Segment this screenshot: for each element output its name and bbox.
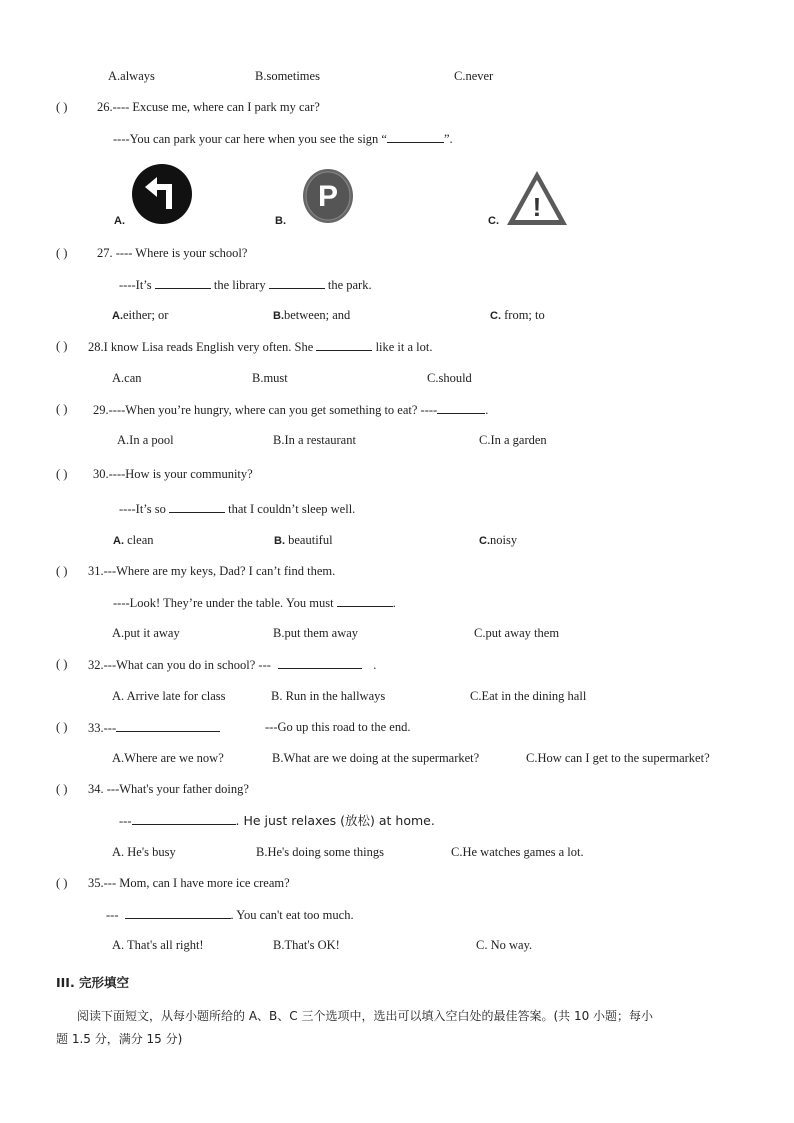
- q31-stem: 31.---Where are my keys, Dad? I can’t find them.: [88, 564, 336, 578]
- q31-blank: [337, 594, 393, 607]
- q34-stem: 34. ---What's your father doing?: [88, 782, 249, 796]
- q35-option-a: A. That's all right!: [112, 938, 204, 952]
- q30-stem: 30.----How is your community?: [93, 467, 253, 481]
- q29-option-b: B.In a restaurant: [273, 433, 356, 447]
- q29-stem-text: 29.----When you’re hungry, where can you get something to eat? ----: [93, 403, 438, 417]
- q27-option-a-text: either; or: [123, 308, 169, 322]
- q27-blank-1: [155, 276, 211, 289]
- q35-answer-paren: ( ): [56, 876, 68, 890]
- q26-label-b: B.: [275, 215, 286, 227]
- q32-option-a: A. Arrive late for class: [112, 689, 226, 703]
- q34-reply-end: . He just relaxes (放松) at home.: [235, 813, 435, 828]
- q32-stem-end: .: [373, 658, 377, 672]
- q30-option-b-text: beautiful: [288, 533, 333, 547]
- q29-stem-end: .: [485, 403, 489, 417]
- q28-stem-start: 28.I know Lisa reads English very often. She: [88, 340, 314, 354]
- q35-reply-start: ---: [106, 908, 119, 922]
- q33-option-b: B.What are we doing at the supermarket?: [272, 751, 480, 765]
- q35-stem: 35.--- Mom, can I have more ice cream?: [88, 876, 290, 890]
- q34-reply: [119, 812, 435, 829]
- q28-blank: [316, 338, 372, 351]
- warning-triangle-icon: [505, 169, 569, 227]
- q26-answer-paren: ( ): [56, 100, 68, 114]
- q31-reply: [113, 594, 396, 611]
- q31-reply-start: ----Look! They’re under the table. You must: [113, 596, 334, 610]
- q30-reply-end: that I couldn’t sleep well.: [228, 502, 356, 516]
- q25-option-b: B.sometimes: [255, 69, 320, 83]
- q27-option-c-letter: C.: [490, 310, 501, 322]
- q33-option-c: C.How can I get to the supermarket?: [526, 751, 710, 765]
- q30-option-c-letter: C.: [479, 535, 490, 547]
- section-3-instruction-line-2: 题 1.5 分，满分 15 分): [56, 1032, 183, 1046]
- q32-option-b: B. Run in the hallways: [271, 689, 386, 703]
- q30-option-b: [274, 532, 333, 549]
- q27-option-b-letter: B.: [273, 310, 284, 322]
- q26-label-c: C.: [488, 215, 499, 227]
- q35-reply-end: . You can't eat too much.: [230, 908, 354, 922]
- q27-blank-2: [269, 276, 325, 289]
- q33-stem-text: 33.---: [88, 721, 117, 735]
- q27-option-c: [490, 307, 545, 324]
- q28-stem: [88, 338, 433, 355]
- q35-option-b: B.That's OK!: [273, 938, 340, 952]
- q30-option-a-text: clean: [127, 533, 154, 547]
- q30-option-c: [479, 532, 517, 549]
- q26-reply-text: ----You can park your car here when you see the sign “: [113, 132, 387, 146]
- q27-reply-end: the park.: [327, 278, 372, 292]
- q25-option-a: A.always: [108, 69, 155, 83]
- q27-reply: [119, 276, 372, 293]
- q28-option-c: C.should: [427, 371, 472, 385]
- q30-option-a: [113, 532, 154, 549]
- parking-icon: [302, 168, 354, 224]
- q29-option-c: C.In a garden: [479, 433, 547, 447]
- q34-blank: [132, 812, 236, 825]
- q25-option-c: C.never: [454, 69, 494, 83]
- q27-option-b-text: between; and: [284, 308, 351, 322]
- q34-answer-paren: ( ): [56, 782, 68, 796]
- q35-option-c: C. No way.: [476, 938, 533, 952]
- q26-reply-end: ”.: [443, 132, 453, 146]
- q29-answer-paren: ( ): [56, 402, 68, 416]
- q30-reply-start: ----It’s so: [119, 502, 166, 516]
- q30-reply: [119, 500, 355, 517]
- q35-blank: [125, 906, 231, 919]
- q28-option-b: B.must: [252, 371, 288, 385]
- parking-letter: P: [317, 180, 339, 213]
- q27-stem: 27. ---- Where is your school?: [97, 246, 248, 260]
- q34-option-a: A. He's busy: [112, 845, 176, 859]
- q32-option-c: C.Eat in the dining hall: [470, 689, 587, 703]
- q26-reply: [113, 130, 453, 147]
- q30-option-c-text: noisy: [490, 533, 518, 547]
- q31-option-a: A.put it away: [112, 626, 180, 640]
- q32-stem: [88, 656, 376, 673]
- q33-blank: [116, 719, 220, 732]
- q26-blank: [387, 130, 444, 143]
- q32-blank: [278, 656, 362, 669]
- q30-blank: [169, 500, 225, 513]
- q34-option-c: C.He watches games a lot.: [451, 845, 584, 859]
- q35-reply: [106, 906, 354, 923]
- q31-option-c: C.put away them: [474, 626, 560, 640]
- q34-reply-start: ---: [119, 814, 132, 828]
- q32-stem-text: 32.---What can you do in school? ---: [88, 658, 271, 672]
- q29-option-a: A.In a pool: [117, 433, 174, 447]
- q30-answer-paren: ( ): [56, 467, 68, 481]
- q27-option-a-letter: A.: [112, 310, 123, 322]
- q30-option-b-letter: B.: [274, 535, 285, 547]
- q33-stem: [88, 719, 220, 736]
- q28-option-a: A.can: [112, 371, 142, 385]
- q29-blank: [437, 401, 485, 414]
- q28-stem-end: like it a lot.: [375, 340, 433, 354]
- q33-reply: ---Go up this road to the end.: [265, 720, 411, 734]
- q30-option-a-letter: A.: [113, 535, 124, 547]
- q29-stem: [93, 401, 488, 418]
- q26-label-a: A.: [114, 215, 125, 227]
- q27-reply-start: ----It’s: [119, 278, 152, 292]
- q27-option-a: [112, 307, 168, 324]
- warning-mark: !: [532, 192, 542, 222]
- q26-stem: 26.---- Excuse me, where can I park my car?: [97, 100, 320, 114]
- q33-answer-paren: ( ): [56, 720, 68, 734]
- q31-option-b: B.put them away: [273, 626, 359, 640]
- q33-option-a: A.Where are we now?: [112, 751, 224, 765]
- q27-option-c-text: from; to: [504, 308, 545, 322]
- q31-reply-end: .: [392, 596, 396, 610]
- turn-left-arrow-icon: [131, 163, 193, 225]
- q27-reply-mid: the library: [213, 278, 266, 292]
- q34-option-b: B.He's doing some things: [256, 845, 384, 859]
- q28-answer-paren: ( ): [56, 339, 68, 353]
- q27-option-b: [273, 307, 350, 324]
- section-3-title: III. 完形填空: [56, 975, 130, 990]
- q27-answer-paren: ( ): [56, 246, 68, 260]
- q31-answer-paren: ( ): [56, 564, 68, 578]
- section-3-instruction-line-1: 阅读下面短文，从每小题所给的 A、B、C 三个选项中，选出可以填入空白处的最佳答案。(共 10 小题；每小: [77, 1009, 654, 1023]
- q32-answer-paren: ( ): [56, 657, 68, 671]
